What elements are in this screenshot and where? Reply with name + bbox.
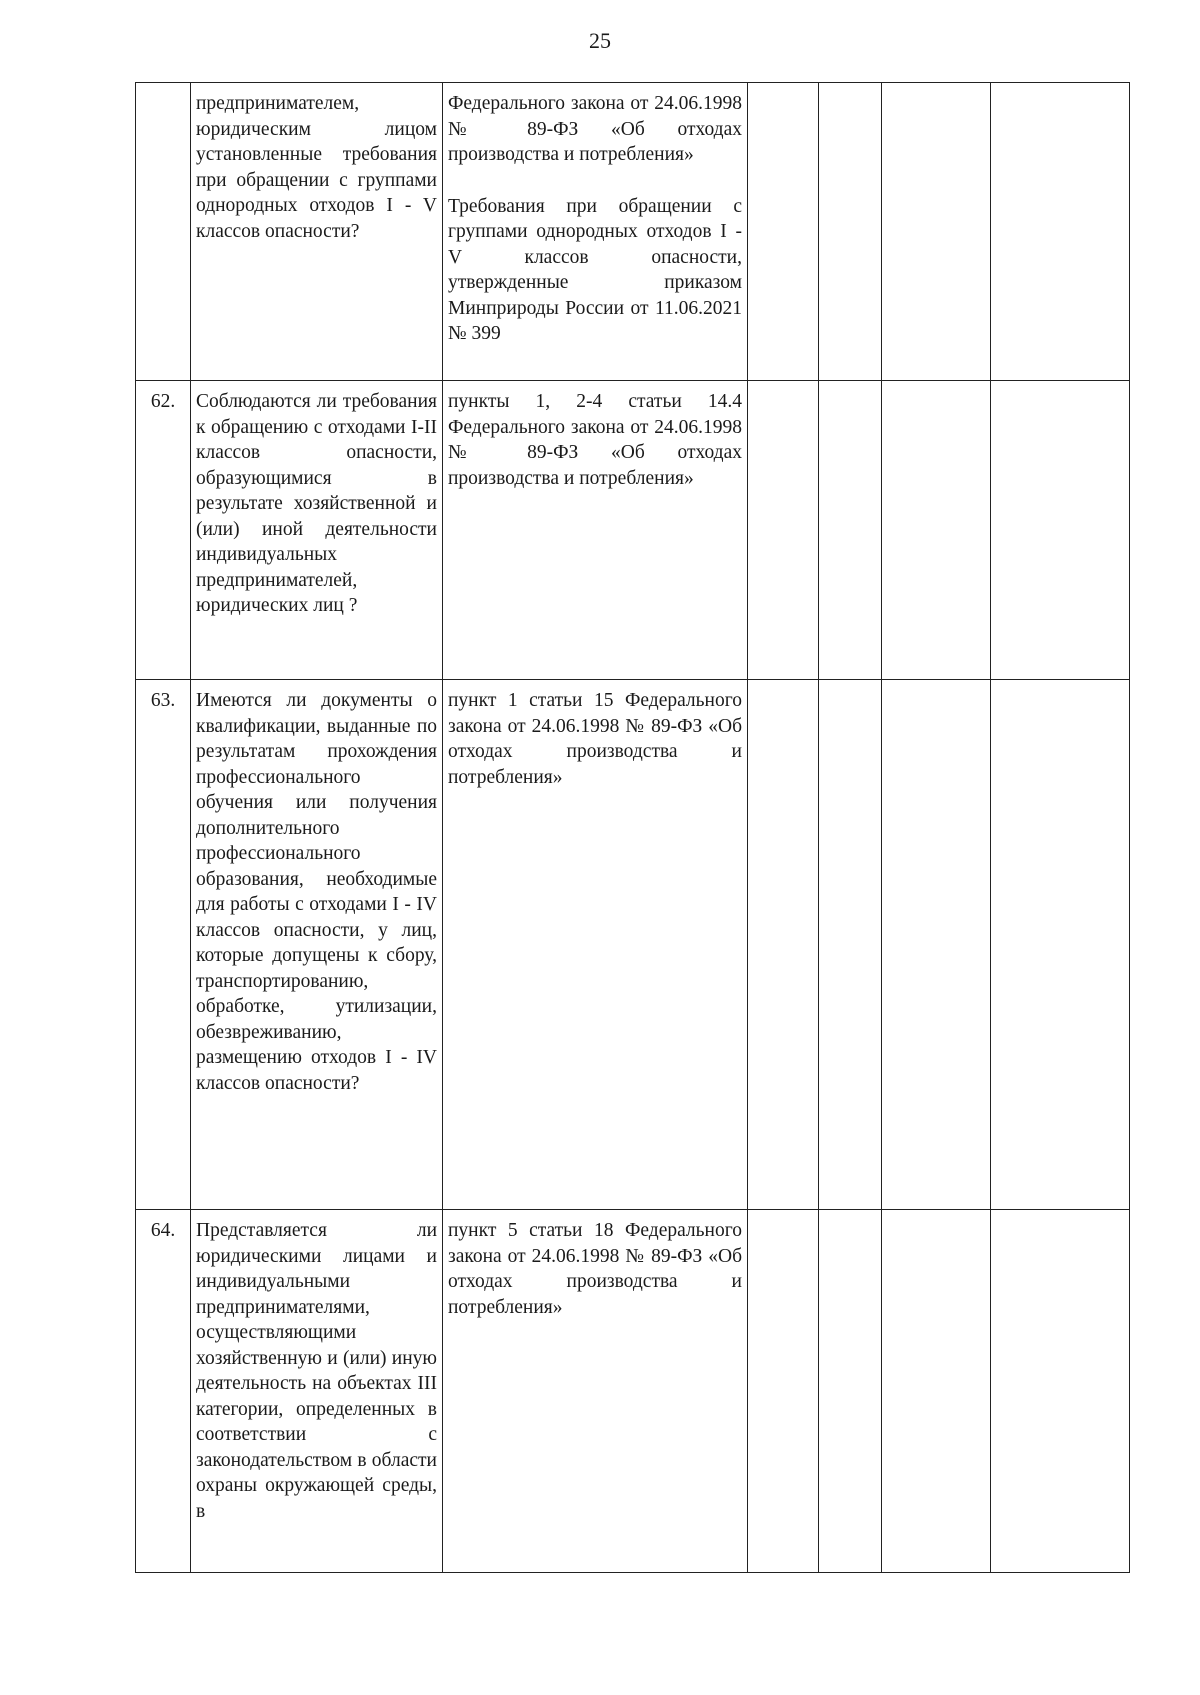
requirement-cell: [443, 680, 748, 1210]
row-number: 62.: [136, 381, 191, 680]
row-number: 63.: [136, 680, 191, 1210]
question-cell: Представляется ли юридическими лицами и индивидуальными предпринимателями, осуществляющими хозяйственную и (или) иную деятельность на объектах III категории, определенных в соответствии с законодательством в области охраны окружающей среды, в: [191, 1210, 443, 1573]
requirement-text: Федерального закона от 24.06.1998 № 89-ФЗ «Об отходах производства и потребления»: [448, 93, 742, 165]
answer-cell-not-applicable: [882, 381, 991, 680]
answer-cell-no: [819, 680, 882, 1210]
row-number: 64.: [136, 1210, 191, 1573]
question-cell: предпринимателем, юридическим лицом установленные требования при обращении с группами однородных отходов I - V классов опасности?: [191, 83, 443, 381]
requirement-text: пункт 5 статьи 18 Федерального закона от 24.06.1998 № 89-ФЗ «Об отходах производства и потребления»: [448, 1220, 742, 1318]
notes-cell: [991, 680, 1130, 1210]
notes-cell: [991, 83, 1130, 381]
answer-cell-no: [819, 381, 882, 680]
requirement-text: пункты 1, 2-4 статьи 14.4 Федерального закона от 24.06.1998 № 89-ФЗ «Об отходах производства и потребления»: [448, 391, 742, 489]
requirement-cell: [443, 381, 748, 680]
answer-cell-not-applicable: [882, 83, 991, 381]
answer-cell-yes: [748, 381, 819, 680]
question-cell: Соблюдаются ли требования к обращению с отходами I-II классов опасности, образующимися в результате хозяйственной и (или) иной деятельности индивидуальных предпринимателей, юридических лиц ?: [191, 381, 443, 680]
table-row: [136, 1210, 1130, 1573]
answer-cell-no: [819, 1210, 882, 1573]
table-row: [136, 381, 1130, 680]
requirement-cell: [443, 1210, 748, 1573]
answer-cell-not-applicable: [882, 680, 991, 1210]
notes-cell: [991, 381, 1130, 680]
answer-cell-not-applicable: [882, 1210, 991, 1573]
answer-cell-yes: [748, 1210, 819, 1573]
checklist-table: [135, 82, 1130, 1573]
question-cell: Имеются ли документы о квалификации, выданные по результатам прохождения профессионального обучения или получения дополнительного профессионального образования, необходимые для работы с отходами I - IV классов опасности, у лиц, которые допущены к сбору, транспортированию, обработке, утилизации, обезвреживанию, размещению отходов I - IV классов опасности?: [191, 680, 443, 1210]
requirement-cell: [443, 83, 748, 381]
answer-cell-yes: [748, 83, 819, 381]
page-number: 25: [589, 28, 611, 53]
answer-cell-no: [819, 83, 882, 381]
row-number: [136, 83, 191, 381]
answer-cell-yes: [748, 680, 819, 1210]
requirement-text: пункт 1 статьи 15 Федерального закона от 24.06.1998 № 89-ФЗ «Об отходах производства и потребления»: [448, 690, 742, 788]
table-row: [136, 83, 1130, 381]
table-row: [136, 680, 1130, 1210]
requirement-text: Требования при обращении с группами однородных отходов I - V классов опасности, утвержденные приказом Минприроды России от 11.06.2021 № 399: [448, 195, 742, 344]
notes-cell: [991, 1210, 1130, 1573]
